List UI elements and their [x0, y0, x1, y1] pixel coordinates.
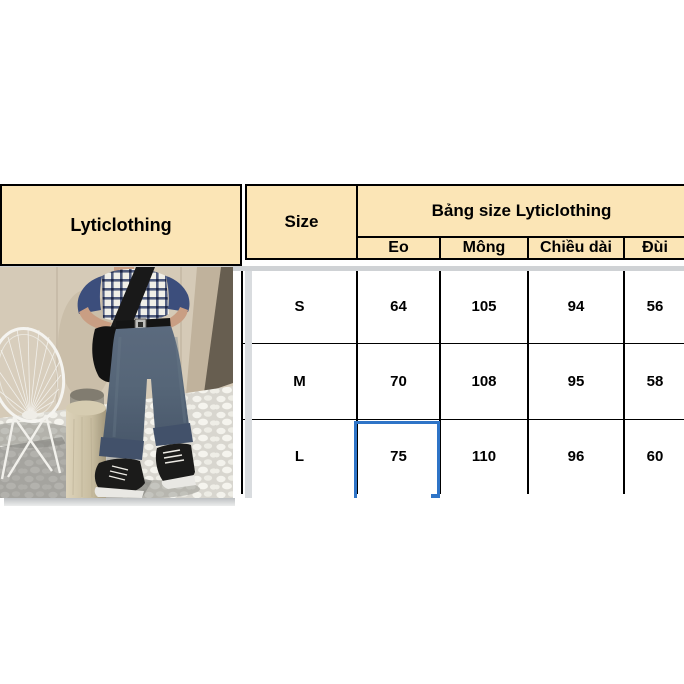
cell-size-l[interactable]: L — [242, 419, 357, 494]
cell-m-dui[interactable]: 58 — [624, 343, 684, 419]
cell-s-dui[interactable]: 56 — [624, 271, 684, 343]
table-row — [242, 343, 684, 419]
cell-l-eo[interactable]: 75 — [357, 419, 440, 494]
column-header-mong[interactable]: Mông — [440, 237, 528, 259]
table-row — [242, 419, 684, 494]
cell-m-eo[interactable]: 70 — [357, 343, 440, 419]
fill-handle[interactable] — [431, 494, 440, 498]
product-photo — [0, 267, 233, 498]
column-header-eo[interactable]: Eo — [357, 237, 440, 259]
cell-s-mong[interactable]: 105 — [440, 271, 528, 343]
brand-header-cell[interactable] — [0, 184, 242, 266]
table-title-cell: Bảng size Lyticlothing — [357, 185, 684, 237]
cell-m-chieu-dai[interactable]: 95 — [528, 343, 624, 419]
brand-title: Lyticlothing — [70, 214, 172, 235]
table-row — [242, 271, 684, 343]
size-column-header[interactable]: Size — [246, 185, 357, 259]
cell-s-chieu-dai[interactable]: 94 — [528, 271, 624, 343]
size-table-body — [241, 271, 684, 494]
column-header-dui[interactable]: Đùi — [624, 237, 684, 259]
cell-s-eo[interactable]: 64 — [357, 271, 440, 343]
photo-drop-shadow — [4, 498, 235, 506]
size-table-header — [245, 184, 684, 260]
cell-l-mong[interactable]: 110 — [440, 419, 528, 494]
cell-l-chieu-dai[interactable]: 96 — [528, 419, 624, 494]
column-header-chieu-dai[interactable]: Chiều dài — [528, 237, 624, 259]
body-left-shadow-strip — [245, 271, 252, 498]
cell-size-s[interactable]: S — [242, 271, 357, 343]
selected-cell-outline[interactable] — [354, 421, 440, 498]
cell-m-mong[interactable]: 108 — [440, 343, 528, 419]
cell-size-m[interactable]: M — [242, 343, 357, 419]
cell-l-dui[interactable]: 60 — [624, 419, 684, 494]
